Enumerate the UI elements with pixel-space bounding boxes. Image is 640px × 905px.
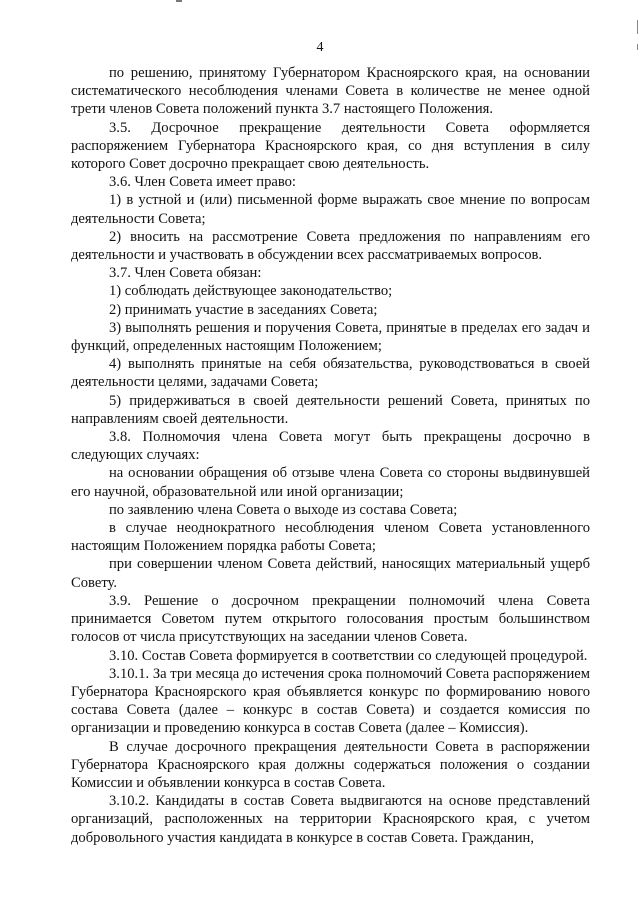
paragraph: 3.8. Полномочия члена Совета могут быть прекращены досрочно в следующих случаях: — [71, 429, 590, 464]
scan-mark — [176, 0, 182, 2]
paragraph: 3.7. Член Совета обязан: — [109, 265, 262, 282]
paragraph: 3.9. Решение о досрочном прекращении полномочий члена Совета принимается Советом путем открытого голосования простым большинством голосов от числа присутствующих на заседании членов Совета. — [71, 592, 590, 646]
paragraph: 3.10.2. Кандидаты в состав Совета выдвигаются на основе представлений организаций, расположенных на территории Красноярского края, с учетом добровольного участия кандидата в конкурсе в состав Совета. Гражданин, — [71, 793, 590, 846]
paragraph: 4) выполнять принятые на себя обязательства, руководствоваться в своей деятельности целями, задачами Совета; — [71, 356, 590, 391]
paragraph: 2) вносить на рассмотрение Совета предложения по направлениям его деятельности и участвовать в обсуждении всех рассматриваемых вопросов. — [71, 228, 590, 264]
scan-edge-mark — [637, 20, 638, 34]
paragraph: по решению, принятому Губернатором Красноярского края, на основании систематического несоблюдения членами Совета в количестве не менее одной трети членов Совета положений пункта 3.7 настоящего Положения. — [71, 65, 590, 118]
paragraph: 5) придерживаться в своей деятельности решений Совета, принятых по направлениям своей деятельности. — [71, 392, 590, 427]
paragraph: 3.10. Состав Совета формируется в соответствии со следующей процедурой. — [109, 647, 588, 664]
paragraph: при совершении членом Совета действий, наносящих материальный ущерб Совету. — [71, 556, 590, 591]
paragraph: 1) соблюдать действующее законодательство; — [109, 283, 393, 300]
paragraph: в случае неоднократного несоблюдения членом Совета установленного настоящим Положением порядка работы Совета; — [71, 520, 590, 555]
document-body — [71, 64, 590, 847]
paragraph: на основании обращения об отзыве члена Совета со стороны выдвинувшей его научной, образовательной или иной организации; — [71, 465, 590, 500]
paragraph: 3.10.1. За три месяца до истечения срока полномочий Совета распоряжением Губернатора Красноярского края объявляется конкурс по формированию нового состава Совета (далее – конкурс в состав Совета) и создается комиссия по организации и проведению конкурса в состав Совета (далее – Комиссия). — [71, 665, 590, 737]
paragraph: В случае досрочного прекращения деятельности Совета в распоряжении Губернатора Красноярского края должны содержаться положения о создании Комиссии и объявлении конкурса в состав Совета. — [71, 738, 590, 791]
page-number: 4 — [316, 40, 324, 55]
paragraph: 3.5. Досрочное прекращение деятельности Совета оформляется распоряжением Губернатора Красноярского края, со дня вступления в силу которого Совет досрочно прекращает свою деятельность. — [71, 119, 590, 173]
paragraph: 1) в устной и (или) письменной форме выражать свое мнение по вопросам деятельности Совета; — [71, 192, 590, 227]
paragraph: 3.6. Член Совета имеет право: — [109, 174, 296, 191]
paragraph: 2) принимать участие в заседаниях Совета; — [109, 301, 378, 318]
paragraph: по заявлению члена Совета о выходе из состава Совета; — [109, 501, 458, 518]
paragraph: 3) выполнять решения и поручения Совета, принятые в пределах его задач и функций, определенных настоящим Положением; — [71, 319, 590, 355]
